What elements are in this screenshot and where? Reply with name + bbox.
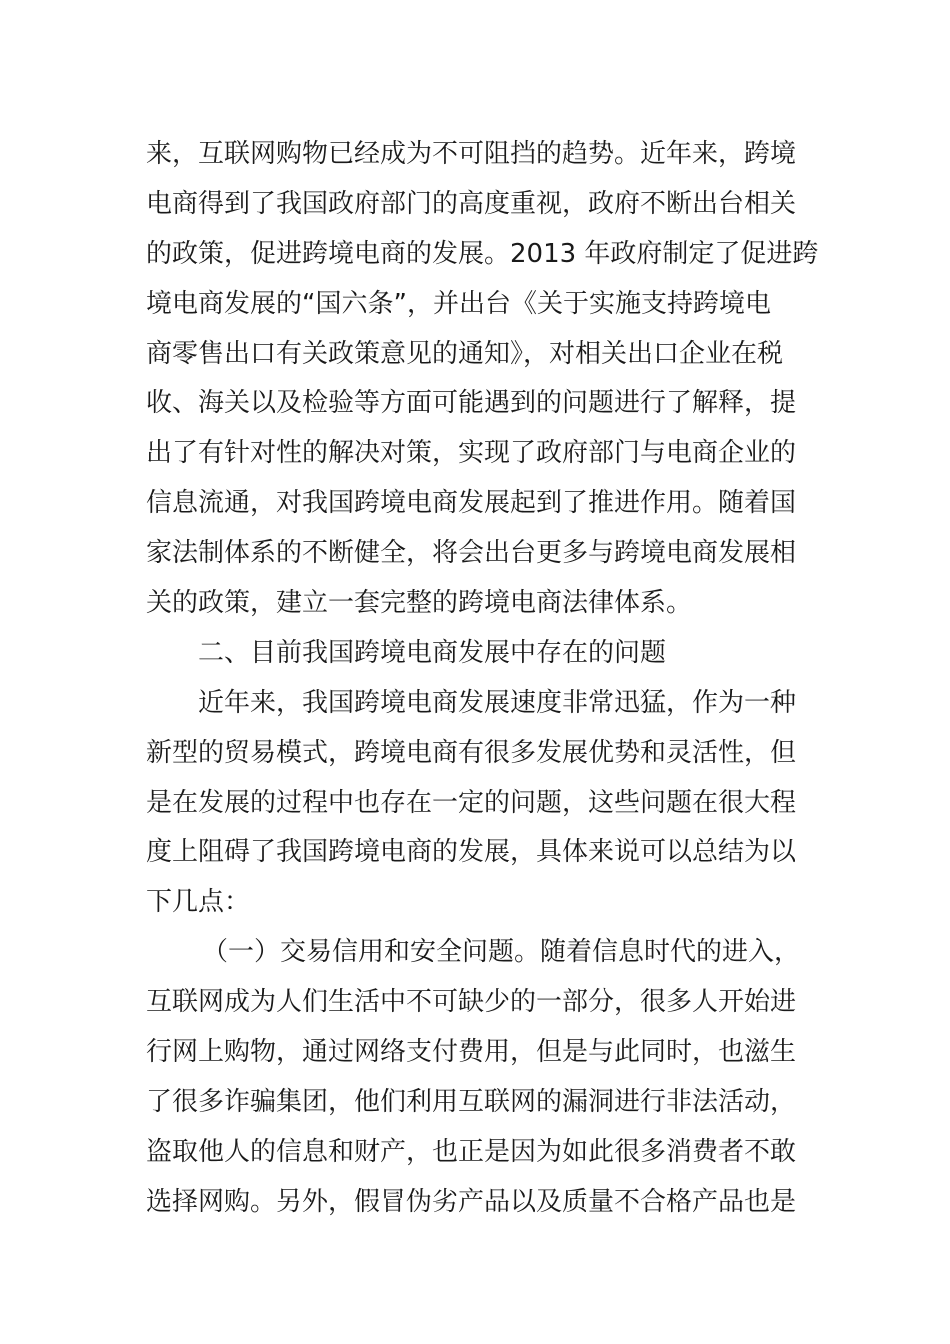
text-line: 家法制体系的不断健全，将会出台更多与跨境电商发展相 xyxy=(146,538,797,569)
text-line: 行网上购物，通过网络支付费用，但是与此同时，也滋生 xyxy=(146,1037,797,1068)
text-line: 出了有针对性的解决对策，实现了政府部门与电商企业的 xyxy=(146,438,797,469)
text-line: 来，互联网购物已经成为不可阻挡的趋势。近年来，跨境 xyxy=(146,139,797,169)
subsection-heading: （一）交易信用和安全问题。随着信息时代的进入， xyxy=(202,937,801,968)
text-line: 收、海关以及检验等方面可能遇到的问题进行了解释，提 xyxy=(146,388,797,419)
text-line: 选择网购。另外，假冒伪劣产品以及质量不合格产品也是 xyxy=(146,1186,797,1217)
text-line: 盗取他人的信息和财产，也正是因为如此很多消费者不敢 xyxy=(146,1136,797,1167)
text-line: 商零售出口有关政策意见的通知》，对相关出口企业在税 xyxy=(146,338,784,369)
body-text xyxy=(146,130,819,1228)
text-line: 近年来，我国跨境电商发展速度非常迅猛，作为一种 xyxy=(198,687,797,718)
text-line: 度上阻碍了我国跨境电商的发展，具体来说可以总结为以 xyxy=(146,837,797,868)
text-line: 了很多诈骗集团，他们利用互联网的漏洞进行非法活动， xyxy=(146,1086,797,1117)
text-line: 互联网成为人们生活中不可缺少的一部分，很多人开始进 xyxy=(146,987,797,1018)
section-heading: 二、目前我国跨境电商发展中存在的问题 xyxy=(198,637,667,668)
text-line: 电商得到了我国政府部门的高度重视，政府不断出台相关 xyxy=(146,188,797,219)
text-line: 是在发展的过程中也存在一定的问题，这些问题在很大程 xyxy=(146,787,797,818)
text-line: 关的政策，建立一套完整的跨境电商法律体系。 xyxy=(146,588,693,619)
text-line: 下几点： xyxy=(146,887,251,918)
text-line: 新型的贸易模式，跨境电商有很多发展优势和灵活性，但 xyxy=(146,737,797,768)
text-line: 境电商发展的“国六条”，并出台《关于实施支持跨境电 xyxy=(146,288,771,319)
text-line: 信息流通，对我国跨境电商发展起到了推进作用。随着国 xyxy=(146,488,797,519)
text-line: 的政策，促进跨境电商的发展。2013 年政府制定了促进跨 xyxy=(146,238,819,269)
